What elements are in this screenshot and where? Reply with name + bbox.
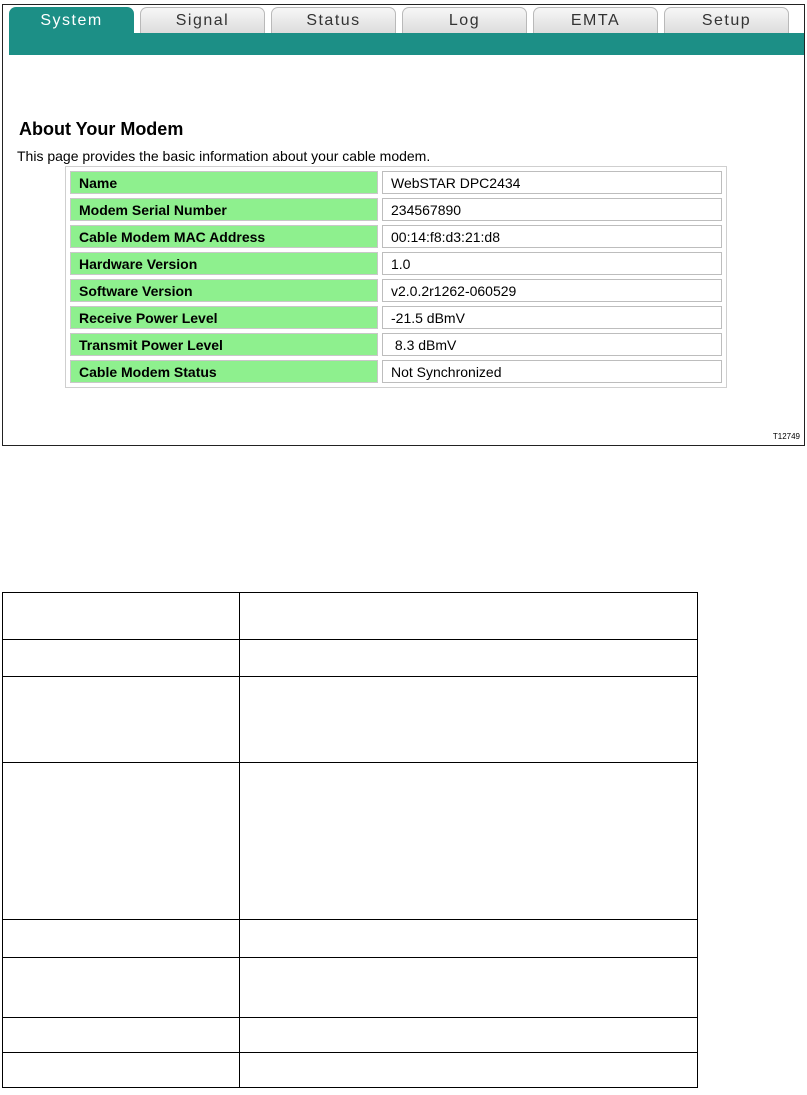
table-cell <box>240 640 698 677</box>
table-row <box>3 1053 698 1088</box>
page-title: About Your Modem <box>19 119 184 139</box>
table-row <box>3 958 698 1018</box>
table-cell <box>3 1053 240 1088</box>
tab-system[interactable]: System <box>9 7 134 35</box>
table-row <box>70 333 722 356</box>
table-cell <box>240 677 698 763</box>
info-value: 00:14:f8:d3:21:d8 <box>382 225 722 248</box>
modem-info-table <box>65 166 727 388</box>
tab-log[interactable]: Log <box>402 7 527 33</box>
info-value: WebSTAR DPC2434 <box>382 171 722 194</box>
table-cell <box>3 920 240 958</box>
table-cell <box>3 593 240 640</box>
figure-id: T12749 <box>772 432 800 441</box>
info-label: Receive Power Level <box>70 306 378 329</box>
table-row <box>70 225 722 248</box>
page-description: This page provides the basic information about your cable modem. <box>17 148 431 164</box>
info-label: Software Version <box>70 279 378 302</box>
info-label: Hardware Version <box>70 252 378 275</box>
info-label: Modem Serial Number <box>70 198 378 221</box>
table-row <box>3 593 698 640</box>
table-cell <box>240 920 698 958</box>
table-row <box>70 252 722 275</box>
tab-emta[interactable]: EMTA <box>533 7 658 33</box>
tab-status[interactable]: Status <box>271 7 396 33</box>
table-cell <box>240 1018 698 1053</box>
info-value: 234567890 <box>382 198 722 221</box>
table-cell <box>240 958 698 1018</box>
tab-bar <box>9 7 789 35</box>
info-value: -21.5 dBmV <box>382 306 722 329</box>
info-label: Cable Modem MAC Address <box>70 225 378 248</box>
table-row <box>3 920 698 958</box>
info-value: Not Synchronized <box>382 360 722 383</box>
info-value: 8.3 dBmV <box>382 333 722 356</box>
table-cell <box>240 593 698 640</box>
table-cell <box>3 1018 240 1053</box>
info-value: v2.0.2r1262-060529 <box>382 279 722 302</box>
empty-description-table <box>2 592 698 1088</box>
table-row <box>3 640 698 677</box>
table-cell <box>3 640 240 677</box>
table-row <box>70 171 722 194</box>
table-row <box>70 279 722 302</box>
table-row <box>3 677 698 763</box>
info-label: Transmit Power Level <box>70 333 378 356</box>
table-cell <box>240 1053 698 1088</box>
info-label: Name <box>70 171 378 194</box>
modem-screenshot <box>2 4 805 446</box>
tab-setup[interactable]: Setup <box>664 7 789 33</box>
table-cell <box>240 763 698 920</box>
table-cell <box>3 958 240 1018</box>
table-row <box>3 1018 698 1053</box>
table-row <box>3 763 698 920</box>
table-cell <box>3 763 240 920</box>
tab-signal[interactable]: Signal <box>140 7 265 33</box>
table-row <box>70 306 722 329</box>
info-label: Cable Modem Status <box>70 360 378 383</box>
tab-underline-bar <box>9 33 804 55</box>
table-row <box>70 360 722 383</box>
info-value: 1.0 <box>382 252 722 275</box>
table-row <box>70 198 722 221</box>
table-cell <box>3 677 240 763</box>
